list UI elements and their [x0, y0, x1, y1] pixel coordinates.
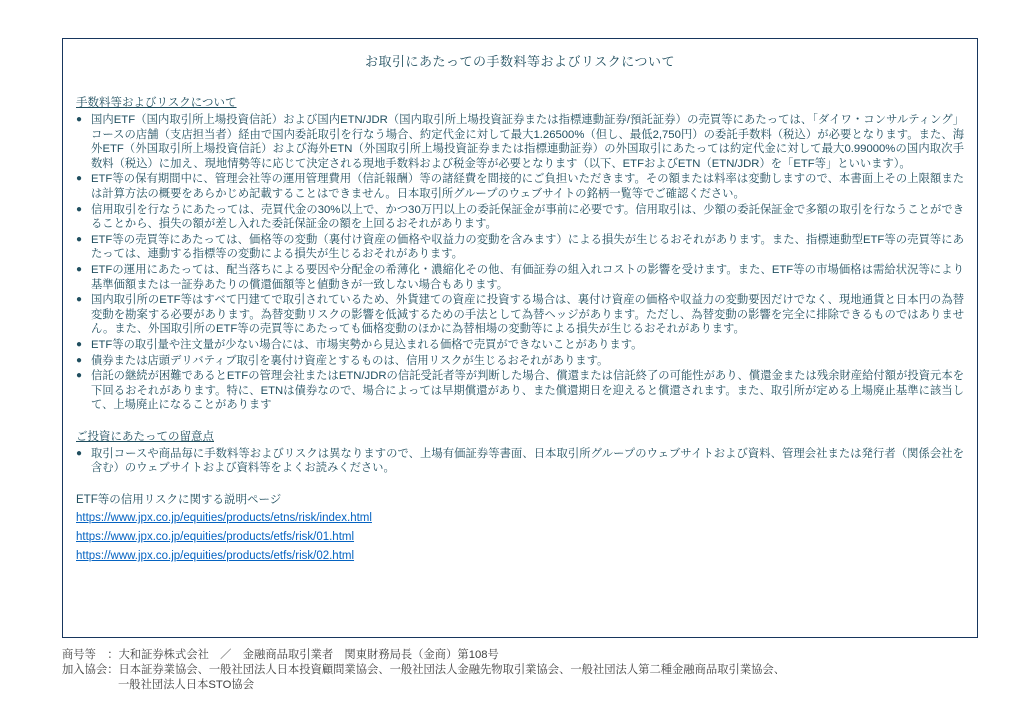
section-heading-fees-risks: 手数料等およびリスクについて [76, 97, 237, 109]
bullet-item: ● 国内取引所のETF等はすべて円建てで取引されているため、外貨建ての資産に投資する場合は、裏付け資産の価格や収益力の変動要因だけでなく、現地通貨と日本円の為替変動を勘案する必要があります。為替変動リスクの影響を低減するための手法として為替ヘッジがあります。ただし、為替変動の影響を完全に排除できるものではありません。また、外国取引所のETF等の売買等にあたっても価格変動のほかに為替相場の変動等による損失が生じるおそれがあります。 [76, 293, 964, 337]
footer [62, 648, 978, 693]
bullet-item: ● 債券または店頭デリバティブ取引を裏付け資産とするものは、信用リスクが生じるおそれがあります。 [76, 354, 964, 369]
credit-risk-link-list [76, 509, 964, 566]
credit-risk-link[interactable]: https://www.jpx.co.jp/equities/products/etfs/risk/01.html [76, 531, 355, 544]
page-title: お取引にあたっての手数料等およびリスクについて [365, 54, 675, 69]
investment-notes-bullet-list [76, 447, 964, 476]
bullet-item: ● ETFの運用にあたっては、配当落ちによる要因や分配金の希薄化・濃縮化その他、有価証券の組入れコストの影響を受けます。また、ETF等の市場価格は需給状況等により基準価額または一証券あたりの償還価額等と値動きが一致しない場合もあります。 [76, 263, 964, 292]
section-heading-investment-notes: ご投資にあたっての留意点 [76, 430, 214, 443]
footer-associations-line-2: 一般社団法人日本STO協会 [118, 679, 254, 691]
credit-risk-links-heading: ETF等の信用リスクに関する説明ページ [76, 494, 282, 507]
bullet-item: ● 国内ETF（国内取引所上場投資信託）および国内ETN/JDR（国内取引所上場投資証券または指標連動証券/預託証券）の売買等にあたっては、「ダイワ・コンサルティング」コースの店舗（支店担当者）経由で国内委託取引を行なう場合、約定代金に対して最大1.26500%（但し、最低2,750円）の委託手数料（税込）が必要となります。また、海外ETF（外国取引所上場投資信託）および海外ETN（外国取引所上場投資証券または指標連動証券）の外国取引にあたっては約定代金に対して最大0.99000%の国内取次手数料（税込）に加え、現地情勢等に応じて決定される現地手数料および税金等が必要となります（以下、ETFおよびETN（ETN/JDR）を「ETF等」といいます）。 [76, 113, 964, 171]
bullet-item: ● 信用取引を行なうにあたっては、売買代金の30%以上で、かつ30万円以上の委託保証金が事前に必要です。信用取引は、少額の委託保証金で多額の取引を行なうことができることから、損失の額が差し入れた委託保証金の額を上回るおそれがあります。 [76, 203, 964, 232]
bullet-item: ● ETF等の売買等にあたっては、価格等の変動（裏付け資産の価格や収益力の変動を含みます）による損失が生じるおそれがあります。また、指標連動型ETF等の売買等にあたっては、連動する指標等の変動による損失が生じるおそれがあります。 [76, 233, 964, 262]
disclosure-box [62, 38, 978, 638]
spacer [76, 414, 964, 428]
bullet-item: ● 信託の継続が困難であるとETFの管理会社またはETN/JDRの信託受託者等が判断した場合、償還または信託終了の可能性があり、償還金または残余財産給付額が投資元本を下回るおそれがあります。特に、ETNは債券なので、場合によっては早期償還があり、また償還期日を迎えると償還されます。また、取引所が定める上場廃止基準に該当して、上場廃止になることがあります [76, 369, 964, 413]
credit-risk-link[interactable]: https://www.jpx.co.jp/equities/products/etfs/risk/02.html [76, 550, 355, 563]
spacer [76, 70, 964, 94]
footer-company-line: 商号等 ：大和証券株式会社 ／ 金融商品取引業者 関東財務局長（金商）第108号 [62, 649, 499, 661]
spacer [76, 477, 964, 491]
bullet-item: ● ETF等の保有期間中に、管理会社等の運用管理費用（信託報酬）等の諸経費を間接的にご負担いただきます。その額または料率は変動しますので、本書面上その上限額または計算方法の概要をあらかじめ記載することはできません。日本取引所グループのウェブサイトの銘柄一覧等でご確認ください。 [76, 172, 964, 201]
bullet-item: ● ETF等の取引量や注文量が少ない場合には、市場実勢から見込まれる価格で売買ができないことがあります。 [76, 338, 964, 353]
footer-associations-line: 加入協会：日本証券業協会、一般社団法人日本投資顧問業協会、一般社団法人金融先物取引業協会、一般社団法人第二種金融商品取引業協会、 [62, 664, 786, 676]
fees-risks-bullet-list [76, 113, 964, 413]
credit-risk-link[interactable]: https://www.jpx.co.jp/equities/products/etns/risk/index.html [76, 512, 372, 525]
bullet-item: ● 取引コースや商品毎に手数料等およびリスクは異なりますので、上場有価証券等書面、日本取引所グループのウェブサイトおよび資料、管理会社または発行者（関係会社を含む）のウェブサイトおよび資料等をよくお読みください。 [76, 447, 964, 476]
